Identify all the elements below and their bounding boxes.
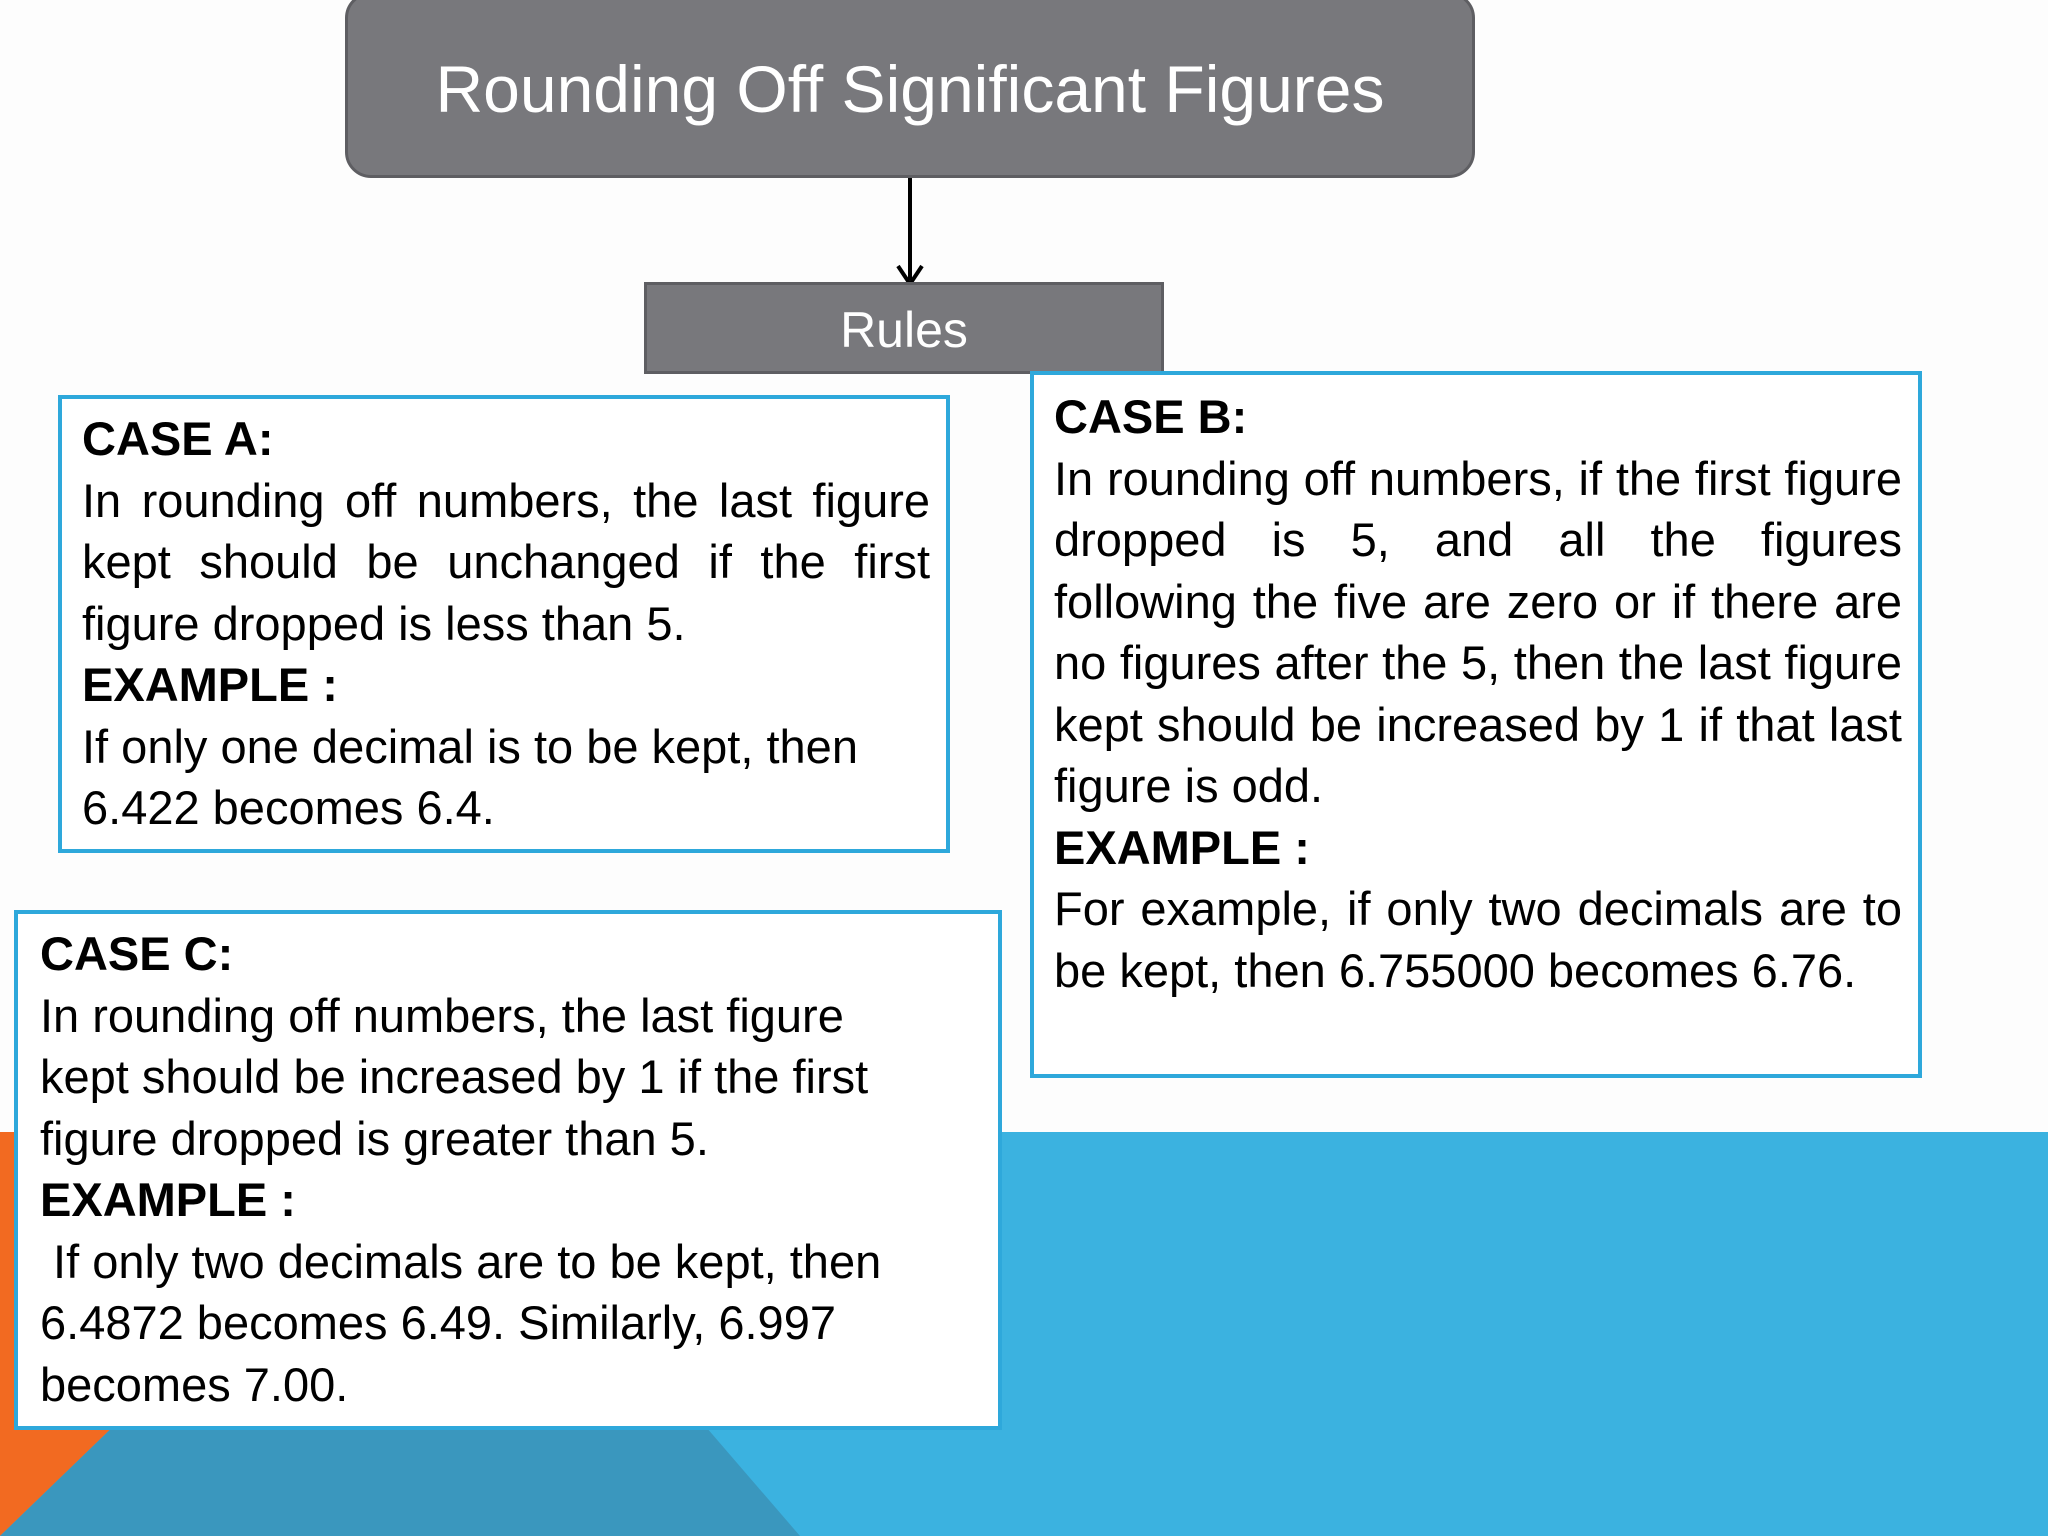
title-box bbox=[345, 0, 1475, 178]
case-b-box bbox=[1030, 371, 1922, 1078]
case-c-rule-line: In rounding off numbers, the last figure bbox=[40, 988, 844, 1042]
rules-label: Rules bbox=[840, 302, 968, 358]
case-c-example-line: 6.4872 becomes 6.49. Similarly, 6.997 bbox=[40, 1296, 836, 1349]
case-a-heading: CASE A: bbox=[82, 412, 274, 465]
case-b-rule: In rounding off numbers, if the first figure dropped is 5, and all the figures following the five are zero or if there are no figures after the 5, then the last figure kept should be increased by 1 if that last figure is odd. bbox=[1054, 451, 1902, 812]
case-c-content bbox=[40, 923, 980, 1415]
case-c-example-line: becomes 7.00. bbox=[40, 1357, 349, 1411]
case-a-example: If only one decimal is to be kept, then 6.422 becomes 6.4. bbox=[82, 719, 858, 834]
case-b-heading: CASE B: bbox=[1054, 390, 1248, 443]
dark-blue-shape bbox=[0, 1420, 800, 1536]
case-a-content bbox=[82, 408, 930, 839]
case-c-box bbox=[14, 910, 1002, 1430]
case-c-example-heading: EXAMPLE : bbox=[40, 1173, 296, 1226]
diagram-title: Rounding Off Significant Figures bbox=[435, 52, 1385, 126]
case-b-example-heading: EXAMPLE : bbox=[1054, 820, 1310, 874]
case-b-example: For example, if only two decimals are to be kept, then 6.755000 becomes 6.76. bbox=[1054, 882, 1902, 997]
case-c-rule-line: figure dropped is greater than 5. bbox=[40, 1111, 709, 1165]
case-c-rule-line: kept should be increased by 1 if the first bbox=[40, 1050, 869, 1103]
case-a-rule: In rounding off numbers, the last figure kept should be unchanged if the first figure dropped is less than 5. bbox=[82, 473, 930, 650]
case-c-heading: CASE C: bbox=[40, 927, 234, 980]
case-b-content bbox=[1054, 386, 1902, 1001]
case-a-box bbox=[58, 395, 950, 853]
rules-box bbox=[644, 282, 1164, 374]
case-a-example-heading: EXAMPLE : bbox=[82, 658, 338, 711]
case-c-example-line: If only two decimals are to be kept, then bbox=[40, 1234, 882, 1288]
